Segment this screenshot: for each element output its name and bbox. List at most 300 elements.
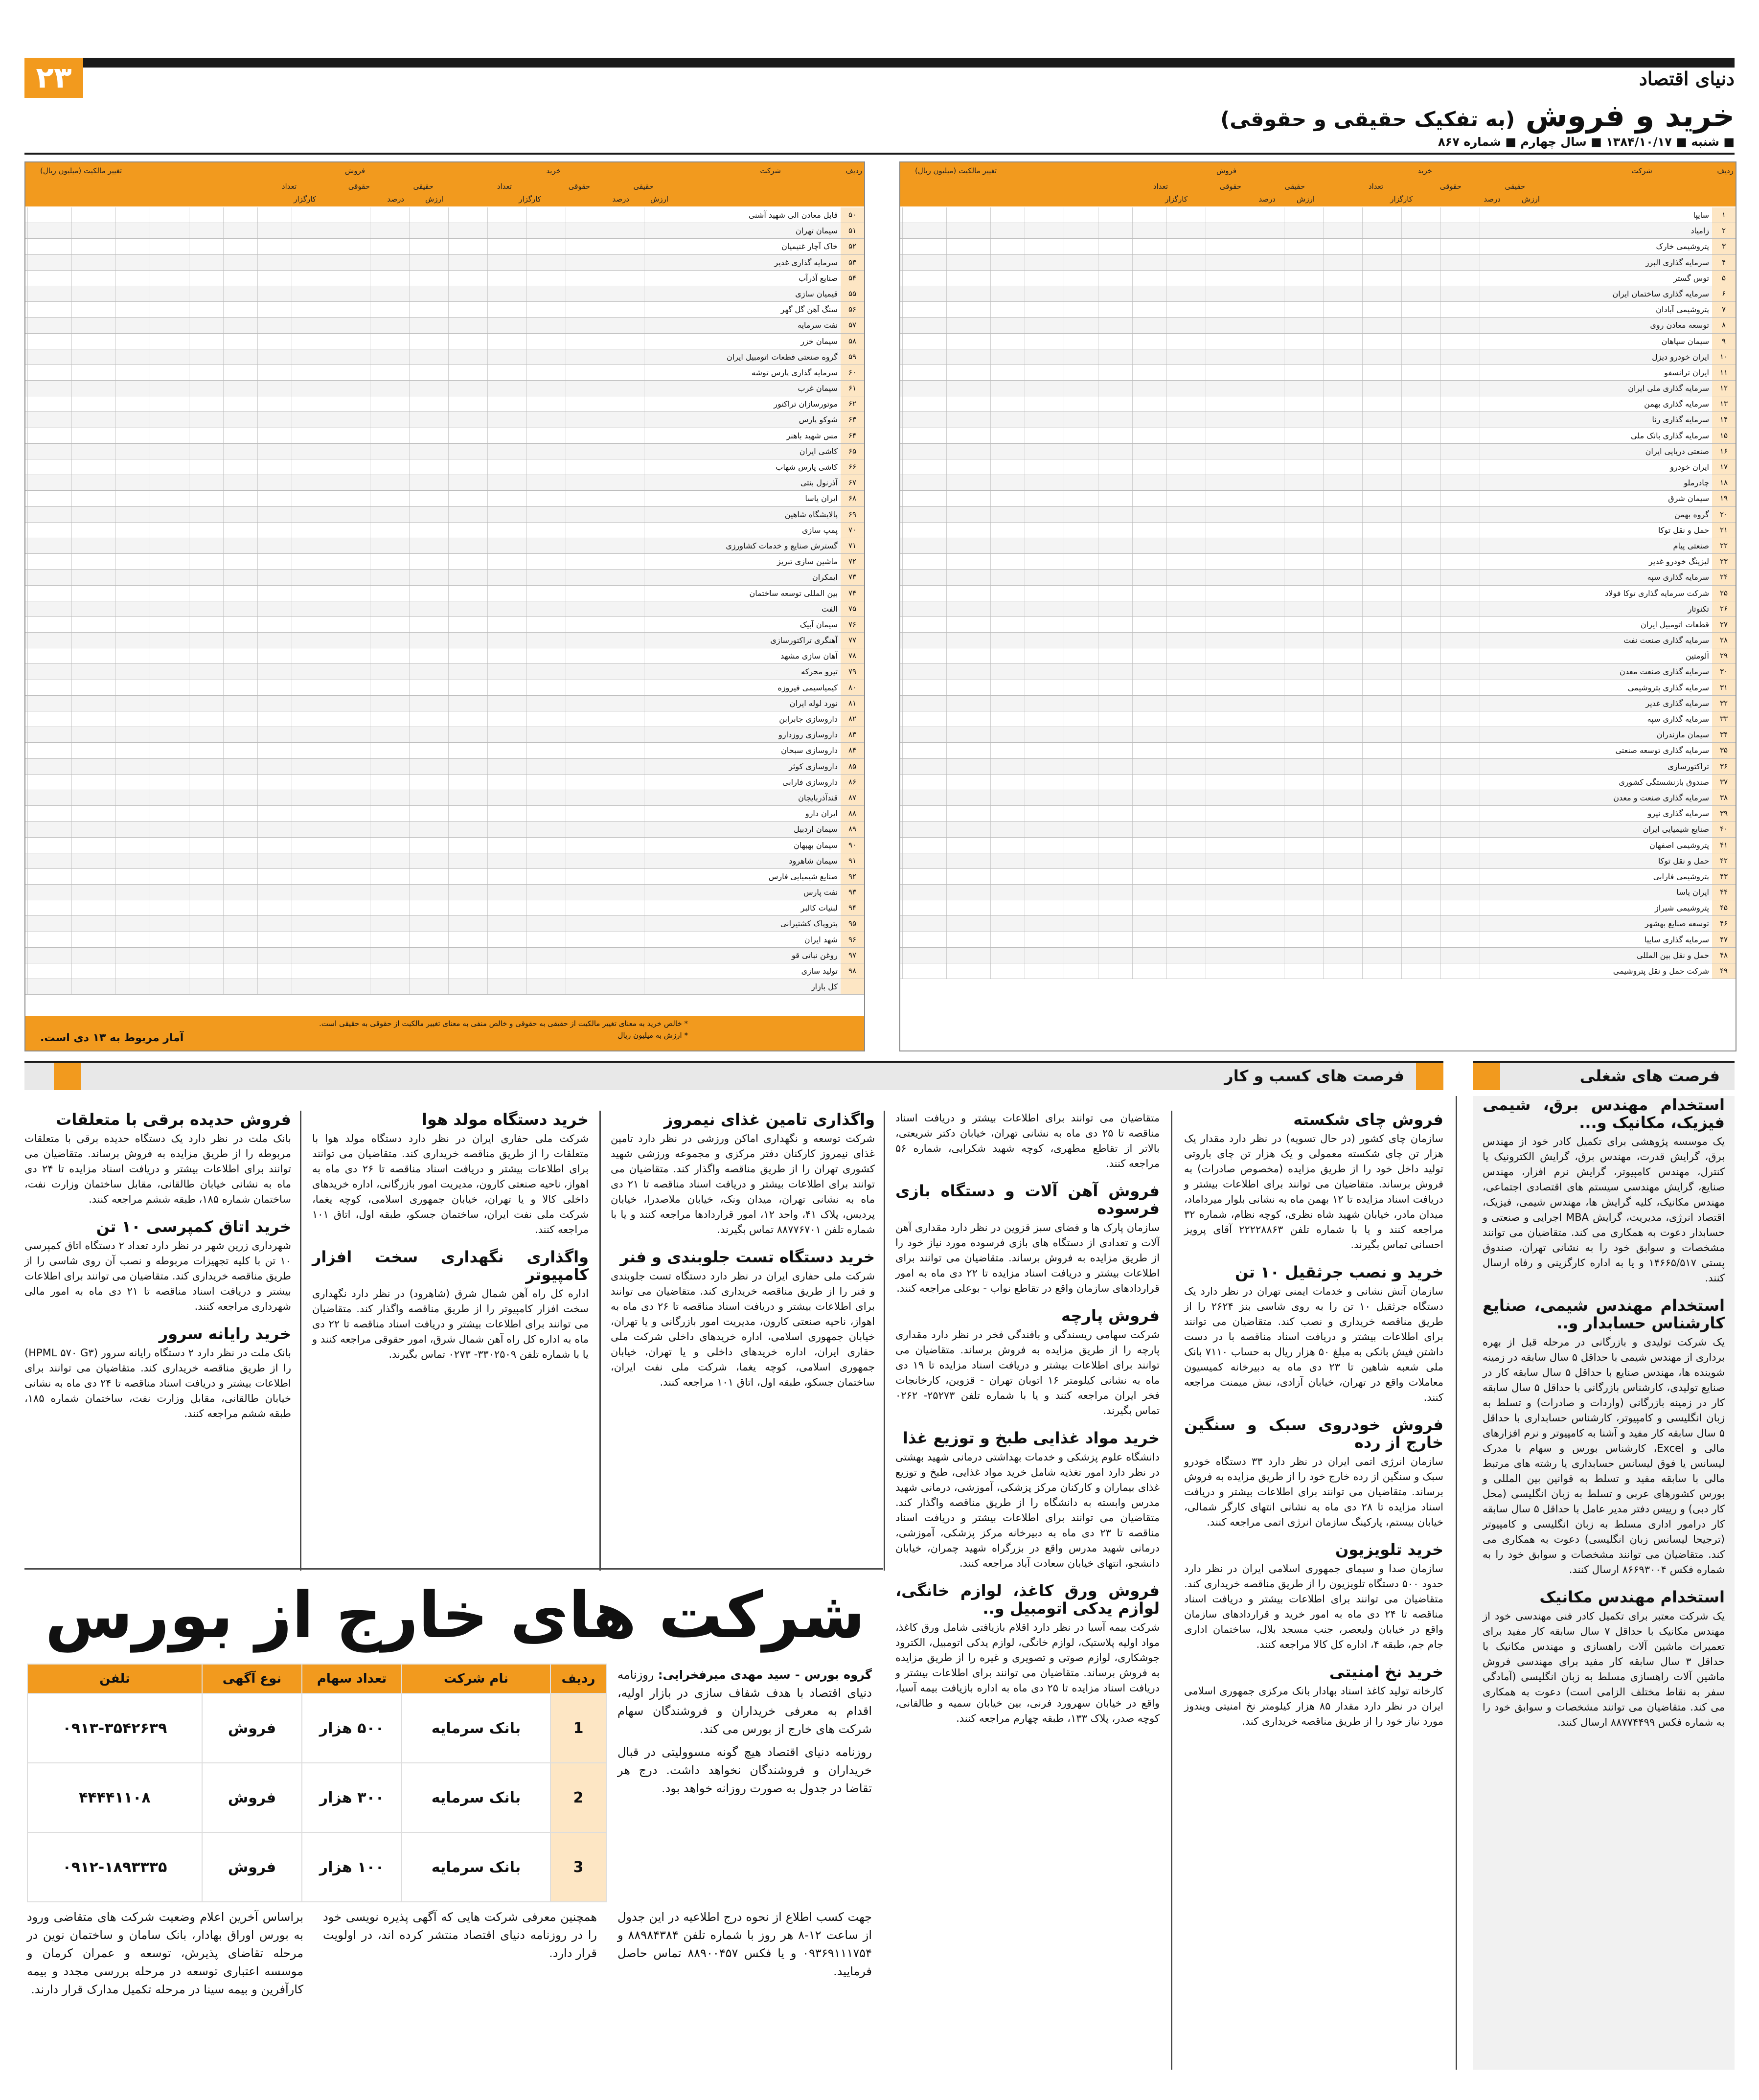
cell-divider: [448, 633, 449, 648]
cell-divider: [331, 979, 332, 994]
cell-divider: [644, 586, 645, 601]
cell-divider: [1440, 838, 1441, 853]
table-row: [900, 727, 1736, 743]
page-title: [1220, 98, 1735, 134]
table-row: [25, 459, 864, 475]
cell-divider: [1132, 271, 1133, 286]
cell-divider: [71, 271, 72, 286]
cell-divider: [1362, 507, 1363, 522]
offexchange-note-3: [27, 1908, 303, 2004]
cell-divider: [487, 412, 488, 427]
cell-divider: [71, 207, 72, 223]
cell-divider: [27, 459, 28, 475]
cell-divider: [1025, 255, 1026, 270]
cell-divider: [1284, 207, 1285, 223]
cell-divider: [1362, 444, 1363, 459]
cell-divider: [27, 349, 28, 365]
cell-divider: [1132, 365, 1133, 380]
row-cells: [27, 586, 688, 601]
cell-divider: [1519, 538, 1520, 553]
cell-divider: [448, 255, 449, 270]
table-row: [900, 207, 1736, 223]
table-row: [25, 223, 864, 239]
cell-divider: [644, 507, 645, 522]
cell-divider: [331, 696, 332, 711]
cell-divider: [1284, 412, 1285, 427]
company-name: سیمان تهران: [795, 226, 838, 236]
company-name: سرمایه گذاری غدیر: [774, 257, 838, 267]
cell-divider: [71, 459, 72, 475]
cell-divider: [1166, 648, 1167, 663]
cell-divider: [1519, 853, 1520, 868]
cell-divider: [902, 617, 903, 632]
cell-divider: [605, 743, 606, 758]
ad-title: فروش خودروی سبک و سنگین خارج از رده: [1184, 1415, 1443, 1452]
cell-divider: [27, 428, 28, 443]
cell-divider: [1098, 302, 1099, 317]
cell-divider: [1519, 475, 1520, 490]
cell-divider: [1064, 412, 1065, 427]
ad-item: [895, 1582, 1160, 1726]
company-name: سرمایه گذاری صنعت نفت: [1623, 636, 1709, 645]
table-row: [900, 223, 1736, 239]
section-square-icon: [54, 1063, 81, 1090]
row-index: ۷۰: [841, 523, 864, 538]
cell-divider: [990, 491, 991, 506]
table-row: [27, 1832, 606, 1902]
row-index: ۵۰: [841, 207, 864, 223]
cell-divider: [223, 255, 224, 270]
cell-divider: [1064, 475, 1065, 490]
cell-divider: [1064, 869, 1065, 884]
cell-divider: [946, 759, 947, 774]
cell-divider: [566, 507, 567, 522]
cell-divider: [409, 932, 410, 947]
cell-divider: [71, 349, 72, 365]
cell-divider: [257, 664, 258, 679]
company-name: پالایشگاه شاهین: [784, 509, 838, 519]
cell-divider: [1166, 475, 1167, 490]
company-name: سیمان شاهرود: [789, 856, 838, 866]
row-cells: [902, 507, 1559, 522]
cell-divider: [902, 491, 903, 506]
row-index: ۴۸: [1712, 948, 1736, 963]
cell-divider: [1480, 271, 1481, 286]
cell-divider: [1284, 727, 1285, 742]
cell-divider: [1362, 538, 1363, 553]
row-index: ۵: [1712, 271, 1736, 286]
table-row: [25, 664, 864, 680]
row-cells: [27, 475, 688, 490]
offexchange-table: [27, 1664, 607, 1902]
cell-divider: [1064, 916, 1065, 931]
cell-divider: [902, 916, 903, 931]
row-index: ۳۰: [1712, 664, 1736, 679]
cell-divider: [566, 711, 567, 727]
cell-divider: [257, 648, 258, 663]
cell-divider: [990, 239, 991, 254]
cell-divider: [27, 790, 28, 805]
cell-divider: [1025, 381, 1026, 396]
cell-divider: [409, 869, 410, 884]
cell-divider: [1098, 554, 1099, 569]
cell-divider: [1480, 822, 1481, 837]
ad-item: [24, 1111, 291, 1207]
ads-column-5: [24, 1111, 291, 1432]
cell-divider: [1323, 554, 1324, 569]
cell-divider: [1166, 664, 1167, 679]
cell-divider: [1284, 223, 1285, 238]
row-index: ۸۹: [841, 822, 864, 837]
table-row: [25, 806, 864, 822]
row-index: ۹۸: [841, 963, 864, 979]
cell-divider: [1362, 601, 1363, 616]
table-row: [25, 601, 864, 617]
cell-divider: [1132, 239, 1133, 254]
sub-label: تعداد: [1153, 182, 1168, 191]
cell-divider: [27, 900, 28, 915]
cell-divider: [1206, 822, 1207, 837]
cell-divider: [1166, 853, 1167, 868]
table-row: [25, 633, 864, 648]
cell-divider: [1064, 396, 1065, 411]
company-name: آهان سازی مشهد: [780, 651, 838, 661]
row-cells: [27, 444, 688, 459]
cell-divider: [370, 491, 371, 506]
cell-divider: [1132, 743, 1133, 758]
cell-divider: [409, 586, 410, 601]
cell-divider: [605, 900, 606, 915]
cell-divider: [71, 696, 72, 711]
cell-divider: [257, 759, 258, 774]
cell-divider: [1362, 255, 1363, 270]
cell-divider: [448, 428, 449, 443]
cell-divider: [1064, 633, 1065, 648]
table-row: [900, 932, 1736, 948]
cell-divider: [946, 381, 947, 396]
cell-divider: [150, 396, 151, 411]
table-row: [25, 869, 864, 885]
cell-divider: [605, 412, 606, 427]
cell-divider: [189, 932, 190, 947]
cell-divider: [292, 900, 293, 915]
cell-divider: [487, 491, 488, 506]
cell-divider: [605, 239, 606, 254]
cell-divider: [409, 570, 410, 585]
cell-divider: [526, 570, 527, 585]
cell-divider: [292, 664, 293, 679]
cell-divider: [448, 648, 449, 663]
row-index: ۹۵: [841, 916, 864, 931]
row-index: ۶۳: [841, 412, 864, 427]
cell-divider: [331, 444, 332, 459]
cell-divider: [605, 822, 606, 837]
company-name: داروسازی جابرابن: [779, 714, 838, 724]
table-row: [900, 963, 1736, 979]
company-name: کیمیاسیمی فیروزه: [777, 683, 838, 692]
row-index: ۸۰: [841, 680, 864, 695]
cell-divider: [257, 617, 258, 632]
cell-divider: [257, 711, 258, 727]
cell-divider: [331, 633, 332, 648]
cell-divider: [644, 444, 645, 459]
cell-divider: [448, 239, 449, 254]
cell-divider: [409, 979, 410, 994]
table-row: [25, 444, 864, 459]
cell-divider: [115, 822, 116, 837]
cell-divider: [1519, 507, 1520, 522]
row-cells: [902, 633, 1559, 648]
cell-divider: [150, 255, 151, 270]
row-cells: [27, 633, 688, 648]
cell-divider: [605, 444, 606, 459]
cell-divider: [223, 491, 224, 506]
cell-divider: [27, 412, 28, 427]
cell-divider: [1401, 318, 1402, 333]
cell-divider: [257, 869, 258, 884]
cell-divider: [1132, 727, 1133, 742]
cell-divider: [1323, 396, 1324, 411]
cell-divider: [1245, 302, 1246, 317]
company-name: پتروشیمی فارابی: [1653, 871, 1709, 881]
cell-divider: [1206, 963, 1207, 979]
cell-divider: [115, 271, 116, 286]
row-index: ۷۵: [841, 601, 864, 616]
company-name: تراکتورسازی: [1668, 761, 1709, 771]
cell-divider: [990, 459, 991, 475]
cell-divider: [331, 475, 332, 490]
cell-divider: [370, 459, 371, 475]
cell-divider: [1480, 570, 1481, 585]
cell-divider: [1401, 255, 1402, 270]
cell-divider: [1064, 932, 1065, 947]
cell-divider: [115, 491, 116, 506]
cell-divider: [223, 459, 224, 475]
cell-divider: [1098, 239, 1099, 254]
cell-divider: [1098, 491, 1099, 506]
cell-divider: [605, 963, 606, 979]
row-index: ۸۳: [841, 727, 864, 742]
cell-divider: [71, 601, 72, 616]
cell-divider: [223, 806, 224, 821]
row-index: ۵۷: [841, 318, 864, 333]
company-name: بانک سرمایه: [402, 1832, 550, 1902]
cell-divider: [1132, 916, 1133, 931]
cell-divider: [1025, 775, 1026, 790]
table-row: [25, 396, 864, 412]
cell-divider: [1166, 806, 1167, 821]
cell-divider: [902, 648, 903, 663]
cell-divider: [644, 271, 645, 286]
cell-divider: [1440, 318, 1441, 333]
ad-item: [895, 1307, 1160, 1418]
cell-divider: [409, 900, 410, 915]
cell-divider: [946, 239, 947, 254]
cell-divider: [990, 271, 991, 286]
cell-divider: [526, 444, 527, 459]
company-name: تولید سازی: [801, 966, 838, 976]
cell-divider: [448, 223, 449, 238]
cell-divider: [1519, 869, 1520, 884]
cell-divider: [331, 286, 332, 301]
col-phone: تلفن: [27, 1664, 202, 1693]
cell-divider: [1440, 900, 1441, 915]
cell-divider: [223, 570, 224, 585]
cell-divider: [605, 948, 606, 963]
cell-divider: [990, 554, 991, 569]
cell-divider: [526, 554, 527, 569]
cell-divider: [150, 664, 151, 679]
cell-divider: [487, 381, 488, 396]
cell-divider: [566, 743, 567, 758]
cell-divider: [902, 271, 903, 286]
job-listing: [1483, 1096, 1725, 1286]
cell-divider: [1362, 853, 1363, 868]
table-header: [25, 162, 864, 206]
cell-divider: [150, 491, 151, 506]
cell-divider: [990, 822, 991, 837]
cell-divider: [946, 428, 947, 443]
cell-divider: [71, 979, 72, 994]
cell-divider: [526, 349, 527, 365]
cell-divider: [409, 318, 410, 333]
cell-divider: [526, 255, 527, 270]
cell-divider: [1025, 680, 1026, 695]
cell-divider: [71, 318, 72, 333]
cell-divider: [1480, 349, 1481, 365]
row-index: ۵۳: [841, 255, 864, 270]
cell-divider: [257, 727, 258, 742]
table-row: [900, 255, 1736, 271]
cell-divider: [946, 318, 947, 333]
cell-divider: [292, 648, 293, 663]
cell-divider: [1245, 491, 1246, 506]
cell-divider: [1166, 916, 1167, 931]
cell-divider: [1480, 586, 1481, 601]
cell-divider: [1519, 381, 1520, 396]
cell-divider: [115, 459, 116, 475]
row-cells: [902, 759, 1559, 774]
row-cells: [902, 963, 1559, 979]
cell-divider: [1480, 538, 1481, 553]
ad-body: بانک ملت در نظر دارد ۲ دستگاه رایانه سرور (HPML ۵۷۰ G۳) را از طریق مناقصه خریداری کند. متقاضیان می توانند برای اطلاعات بیشتر و دریافت اسناد مناقصه تا ۲۴ دی ماه به نشانی خیابان طالقانی، مقابل وزارت نفت، ساختمان شماره ۱۸۵، طبقه ششم مراجعه کنند.: [24, 1347, 292, 1419]
cell-divider: [150, 239, 151, 254]
cell-divider: [990, 570, 991, 585]
cell-divider: [1401, 428, 1402, 443]
cell-divider: [487, 396, 488, 411]
table-row: [25, 349, 864, 365]
cell-divider: [526, 963, 527, 979]
cell-divider: [1098, 428, 1099, 443]
cell-divider: [409, 412, 410, 427]
cell-divider: [526, 759, 527, 774]
row-cells: [27, 223, 688, 238]
row-index: ۶۸: [841, 491, 864, 506]
cell-divider: [1519, 302, 1520, 317]
cell-divider: [257, 255, 258, 270]
cell-divider: [1166, 207, 1167, 223]
cell-divider: [1064, 963, 1065, 979]
cell-divider: [1362, 239, 1363, 254]
cell-divider: [1025, 459, 1026, 475]
cell-divider: [115, 900, 116, 915]
row-index: ۶۱: [841, 381, 864, 396]
cell-divider: [1098, 790, 1099, 805]
cell-divider: [150, 475, 151, 490]
cell-divider: [331, 648, 332, 663]
cell-divider: [902, 523, 903, 538]
row-cells: [27, 916, 688, 931]
cell-divider: [1480, 491, 1481, 506]
row-cells: [27, 696, 688, 711]
cell-divider: [331, 491, 332, 506]
cell-divider: [1362, 302, 1363, 317]
cell-divider: [257, 900, 258, 915]
cell-divider: [257, 459, 258, 475]
cell-divider: [150, 207, 151, 223]
cell-divider: [1098, 916, 1099, 931]
row-index: ۳۱: [1712, 680, 1736, 695]
cell-divider: [150, 601, 151, 616]
cell-divider: [1025, 838, 1026, 853]
cell-divider: [257, 790, 258, 805]
cell-divider: [1519, 711, 1520, 727]
row-cells: [27, 302, 688, 317]
cell-divider: [115, 932, 116, 947]
cell-divider: [566, 727, 567, 742]
cell-divider: [71, 932, 72, 947]
cell-divider: [1064, 743, 1065, 758]
company-name: سرمایه گذاری سپه: [1647, 572, 1709, 582]
cell-divider: [526, 271, 527, 286]
cell-divider: [115, 696, 116, 711]
row-index: ۷۷: [841, 633, 864, 648]
cell-divider: [257, 381, 258, 396]
cell-divider: [526, 207, 527, 223]
cell-divider: [27, 491, 28, 506]
cell-divider: [448, 838, 449, 853]
cell-divider: [1206, 507, 1207, 522]
cell-divider: [71, 759, 72, 774]
cell-divider: [189, 570, 190, 585]
table-row: [900, 601, 1736, 617]
cell-divider: [1480, 775, 1481, 790]
cell-divider: [1284, 428, 1285, 443]
cell-divider: [946, 444, 947, 459]
share-count: ۱۰۰ هزار: [302, 1832, 402, 1902]
cell-divider: [1245, 318, 1246, 333]
cell-divider: [1206, 365, 1207, 380]
row-index: ۷۴: [841, 586, 864, 601]
cell-divider: [1245, 475, 1246, 490]
cell-divider: [946, 963, 947, 979]
company-name: سرمایه گذاری البرز: [1645, 257, 1709, 267]
cell-divider: [526, 365, 527, 380]
cell-divider: [292, 822, 293, 837]
jobs-section-bar: [1473, 1061, 1735, 1090]
cell-divider: [526, 318, 527, 333]
cell-divider: [257, 932, 258, 947]
cell-divider: [189, 349, 190, 365]
cell-divider: [1480, 617, 1481, 632]
cell-divider: [331, 507, 332, 522]
phone-number: ۰۹۱۲-۱۸۹۳۳۳۵: [27, 1832, 202, 1902]
sub-label: درصد: [1258, 195, 1276, 204]
row-cells: [27, 775, 688, 790]
cell-divider: [71, 365, 72, 380]
cell-divider: [1284, 271, 1285, 286]
cell-divider: [1206, 286, 1207, 301]
